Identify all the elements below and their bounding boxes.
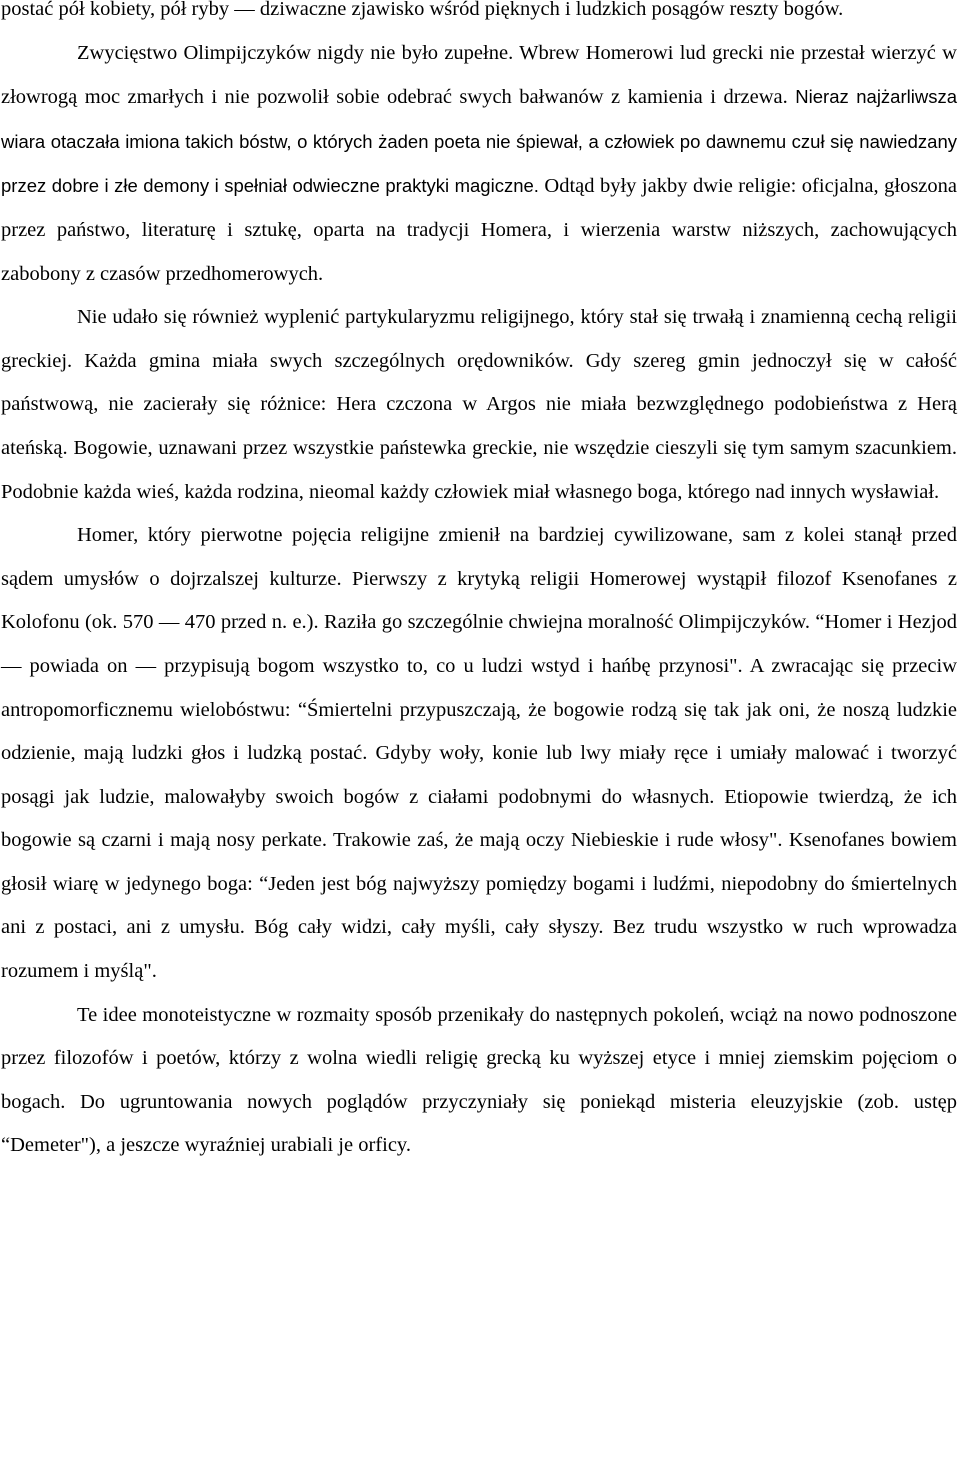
paragraph-monotheism [1,994,957,1168]
paragraph-particularism [1,296,957,514]
paragraph-text: postać pół kobiety, pół ryby — dziwaczne zjawisko wśród pięknych i ludzkich posągów reszty bogów. [1,0,844,20]
paragraph-text: Nie udało się również wyplenić partykularyzmu religijnego, który stał się trwałą i znamienną cechą religii greckiej. Każda gmina miała swych szczególnych orędowników. Gdy szereg gmin jednoczył się w całość państwową, nie zacierały się różnice: Hera czczona w Argos nie miała bezwzględnego podobieństwa z Herą ateńską. Bogowie, uznawani przez wszystkie państewka greckie, nie wszędzie cieszyli się tym samym szacunkiem. Podobnie każda wieś, każda rodzina, nieomal każdy człowiek miał własnego boga, którego nad innych wysławiał. [1,306,957,503]
paragraph-continuation [1,0,957,32]
paragraph-text-sans: Nieraz najżarliwsza wiara otaczała imiona takich bóstw, o których żaden poeta nie śpiewał, a człowiek po dawnemu czuł się nawiedzany przez dobre i złe demony i spełniał odwieczne praktyki magiczne. [1,86,957,197]
paragraph-text: Te idee monoteistyczne w rozmaity sposób przenikały do następnych pokoleń, wciąż na nowo podnoszone przez filozofów i poetów, którzy z wolna wiedli religię grecką ku wyższej etyce i mniej ziemskim pojęciom o bogach. Do ugruntowania nowych poglądów przyczyniały się poniekąd misteria eleuzyjskie (zob. ustęp “Demeter"), a jeszcze wyraźniej urabiali je orficy. [1,1003,957,1157]
paragraph-text: Odtąd były jakby dwie religie: oficjalna, głoszona przez państwo, literaturę i sztukę, oparta na tradycji Homera, i wierzenia warstw niższych, zachowujących zabobony z czasów przedhomerowych. [1,175,957,285]
paragraph-olympians-victory [1,32,957,297]
paragraph-xenophanes [1,514,957,994]
paragraph-text: Zwycięstwo Olimpijczyków nigdy nie było zupełne. Wbrew Homerowi lud grecki nie przestał wierzyć w złowrogą moc zmarłych i nie pozwolił sobie odebrać swych bałwanów z kamienia i drzewa. [1,41,957,109]
paragraph-text: Homer, który pierwotne pojęcia religijne zmienił na bardziej cywilizowane, sam z kolei stanął przed sądem umysłów o dojrzalszej kulturze. Pierwszy z krytyką religii Homerowej wystąpił filozof Ksenofanes z Kolofonu (ok. 570 — 470 przed n. e.). Raziła go szczególnie chwiejna moralność Olimpijczyków. “Homer i Hezjod — powiada on — przypisują bogom wszystko to, co u ludzi wstyd i hańbę przynosi". A zwracając się przeciw antropomorficznemu wielobóstwu: “Śmiertelni przypuszczają, że bogowie rodzą się tak jak oni, że noszą ludzkie odzienie, mają ludzki głos i ludzką postać. Gdyby woły, konie lub lwy miały ręce i umiały malować i tworzyć posągi jak ludzie, malowałyby swoich bogów z ciałami podobnymi do własnych. Etiopowie twierdzą, że ich bogowie są czarni i mają nosy perkate. Trakowie zaś, że mają oczy Niebieskie i rude włosy". Ksenofanes bowiem głosił wiarę w jedynego boga: “Jeden jest bóg najwyższy pomiędzy bogami i ludźmi, niepodobny do śmiertelnych ani z postaci, ani z umysłu. Bóg cały widzi, cały myśli, cały słyszy. Bez trudu wszystko w ruch wprowadza rozumem i myślą". [1,524,957,983]
